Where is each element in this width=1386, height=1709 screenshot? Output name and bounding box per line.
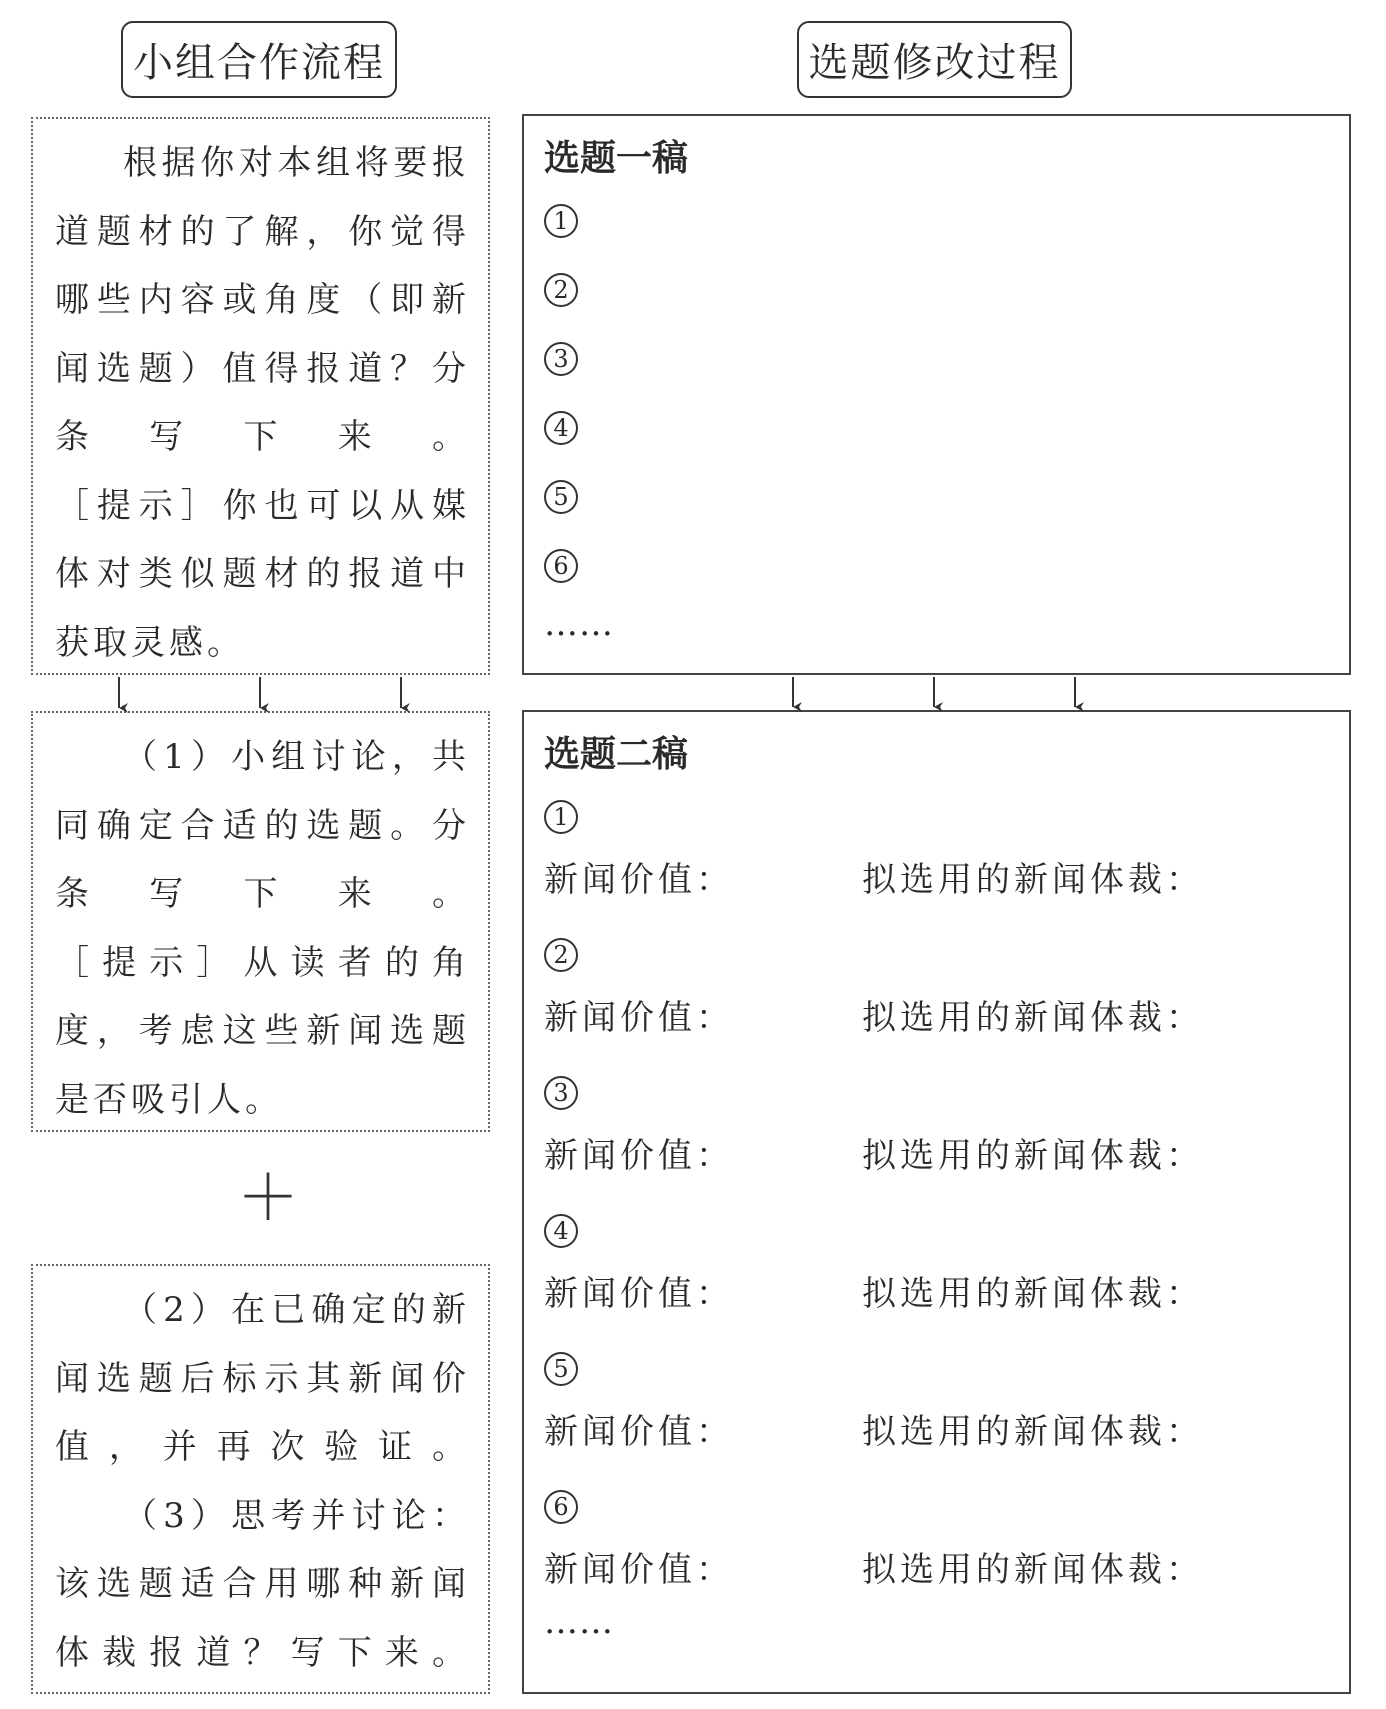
draft2-item-3-value-label: 新闻价值： (544, 1136, 734, 1176)
draft2-item-6-number: 6 (544, 1490, 578, 1524)
draft2-item-6-value-label: 新闻价值： (544, 1550, 734, 1590)
draft2-item-5-number: 5 (544, 1352, 578, 1386)
draft2-item-3-genre-label: 拟选用的新闻体裁： (862, 1136, 1204, 1176)
draft2-item-4-number: 4 (544, 1214, 578, 1248)
draft2-item-1-value-label: 新闻价值： (544, 860, 734, 900)
draft2-item-4-genre-label: 拟选用的新闻体裁： (862, 1274, 1204, 1314)
draft2-item-3-number: 3 (544, 1076, 578, 1110)
draft1-item-1: 1 (544, 204, 578, 238)
draft2-title: 选题二稿 (544, 734, 689, 775)
draft2-item-4-value-label: 新闻价值： (544, 1274, 734, 1314)
step3-text-b: （3）思考并讨论：该选题适合用哪种新闻体裁报道？写下来。 (55, 1495, 470, 1673)
draft1-ellipsis: …… (544, 604, 614, 644)
plus-sign: ＋ (237, 1161, 300, 1234)
step1-hint: ［提示］你也可以从媒体对类似题材的报道中获取灵感。 (55, 485, 470, 663)
step2-hint: ［提示］从读者的角度，考虑这些新闻选题是否吸引人。 (55, 942, 470, 1120)
draft2-ellipsis: …… (544, 1602, 614, 1642)
header-topic-revision: 选题修改过程 (797, 21, 1072, 98)
draft1-item-5: 5 (544, 480, 578, 514)
draft1-title: 选题一稿 (544, 138, 689, 179)
draft2-item-6-genre-label: 拟选用的新闻体裁： (862, 1550, 1204, 1590)
step3-text-a: （2）在已确定的新闻选题后标示其新闻价值，并再次验证。 (55, 1290, 470, 1467)
step2-text: （1）小组讨论，共同确定合适的选题。分条写下来。 (55, 737, 470, 914)
draft2-item-2-value-label: 新闻价值： (544, 998, 734, 1038)
header-group-process: 小组合作流程 (121, 21, 397, 98)
draft1-item-6: 6 (544, 549, 578, 583)
draft1-item-2: 2 (544, 273, 578, 307)
draft2-item-5-value-label: 新闻价值： (544, 1412, 734, 1452)
draft2-item-2-genre-label: 拟选用的新闻体裁： (862, 998, 1204, 1038)
draft2-item-5-genre-label: 拟选用的新闻体裁： (862, 1412, 1204, 1452)
draft2-item-2-number: 2 (544, 938, 578, 972)
draft2-item-1-number: 1 (544, 800, 578, 834)
draft1-item-3: 3 (544, 342, 578, 376)
step1-text: 根据你对本组将要报道题材的了解，你觉得哪些内容或角度（即新闻选题）值得报道？分条写下来。 (55, 143, 470, 457)
draft2-item-1-genre-label: 拟选用的新闻体裁： (862, 860, 1204, 900)
draft1-item-4: 4 (544, 411, 578, 445)
